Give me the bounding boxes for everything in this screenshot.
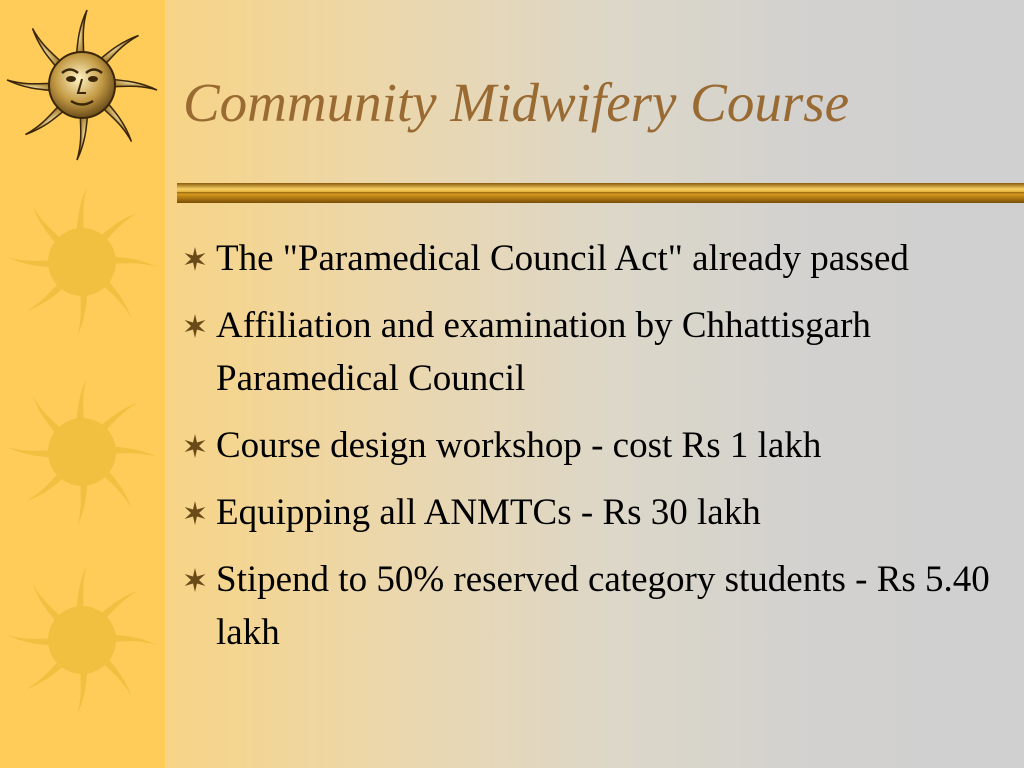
left-sun-column (0, 0, 165, 768)
bullet-text: Course design workshop - cost Rs 1 lakh (216, 425, 822, 466)
six-pointed-star-bullet-icon (181, 312, 209, 340)
title-underline-rule (177, 183, 1024, 203)
sun-icon (7, 187, 157, 337)
six-pointed-star-bullet-icon (181, 432, 209, 460)
list-item (181, 553, 1011, 659)
list-item (181, 232, 1011, 285)
list-item (181, 486, 1011, 539)
six-pointed-star-bullet-icon (181, 245, 209, 273)
bullet-list (181, 232, 1011, 673)
list-item (181, 419, 1011, 472)
sun-icon (7, 565, 157, 715)
sun-face-icon (7, 10, 157, 160)
bullet-text: The "Paramedical Council Act" already passed (216, 238, 909, 279)
bullet-text: Stipend to 50% reserved category students - Rs 5.40 lakh (216, 559, 990, 653)
list-item (181, 299, 1011, 405)
six-pointed-star-bullet-icon (181, 566, 209, 594)
bullet-text: Affiliation and examination by Chhattisgarh Paramedical Council (216, 305, 871, 399)
slide-title: Community Midwifery Course (183, 72, 850, 133)
six-pointed-star-bullet-icon (181, 499, 209, 527)
sun-icon (7, 377, 157, 527)
bullet-text: Equipping all ANMTCs - Rs 30 lakh (216, 492, 761, 533)
